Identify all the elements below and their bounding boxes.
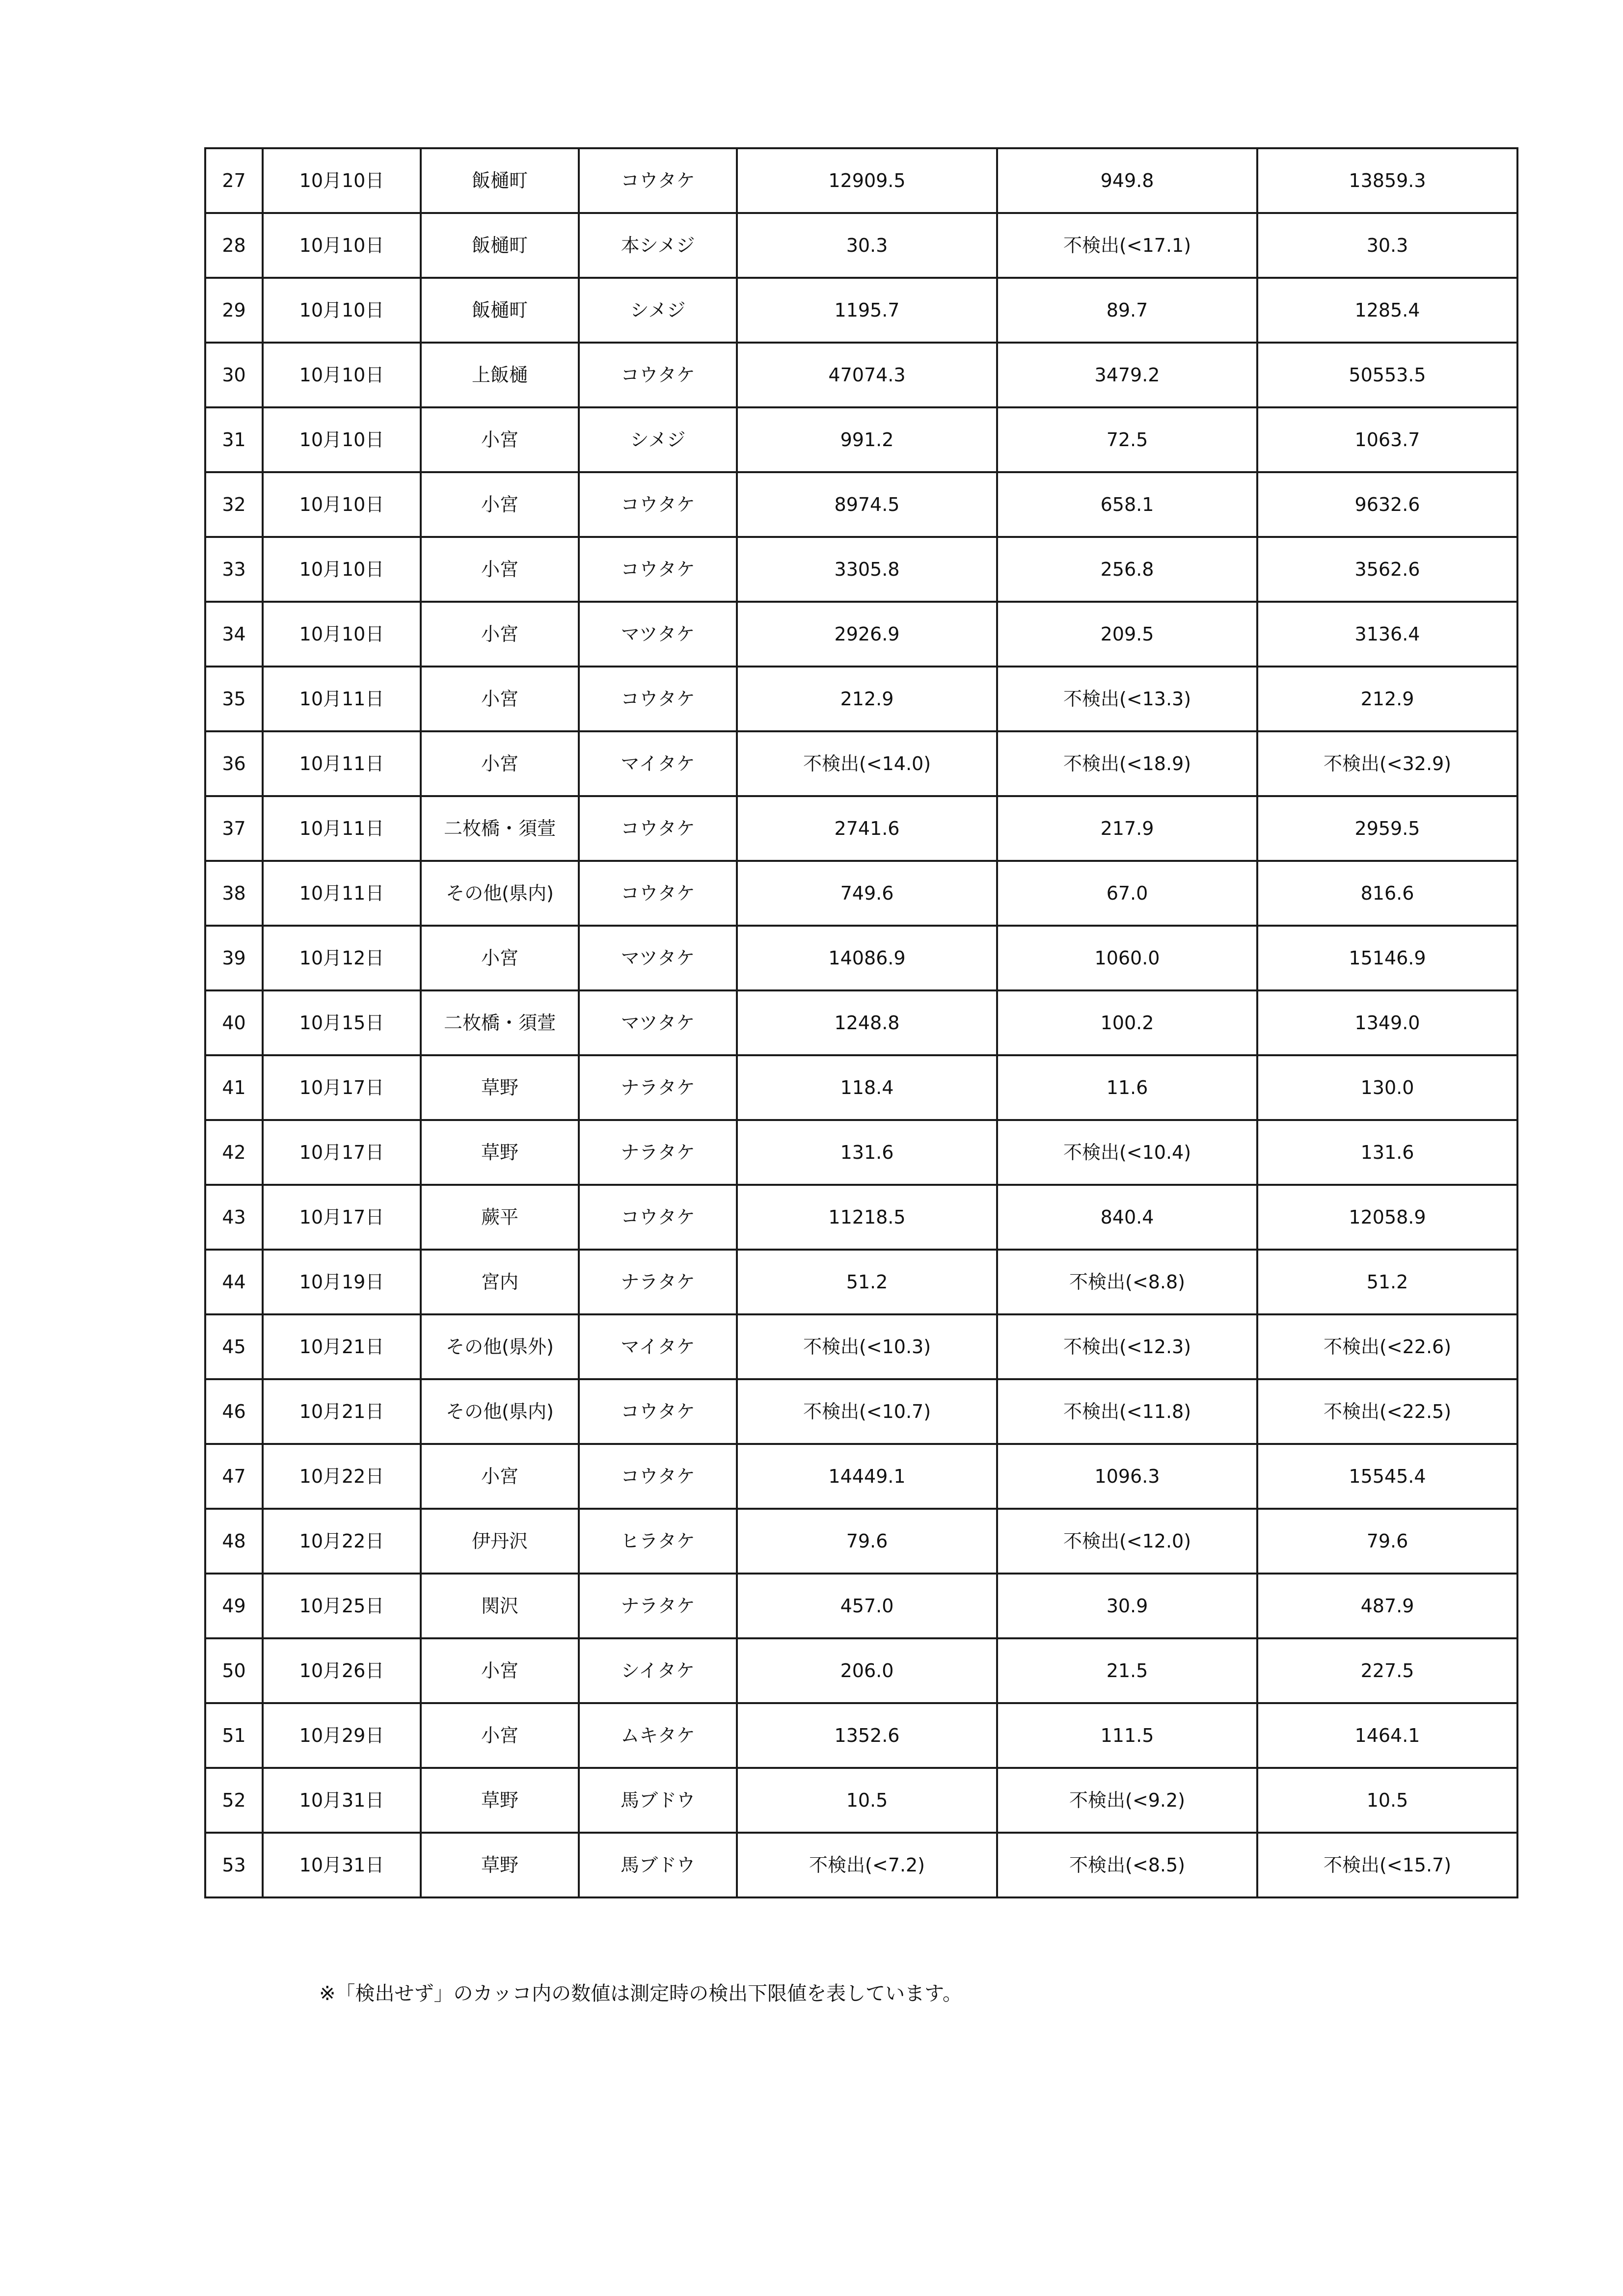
table-row: [205, 602, 1517, 667]
value-2-cell: 658.1: [997, 472, 1257, 537]
value-1-cell: 212.9: [737, 667, 997, 731]
value-2-cell: 不検出(<8.8): [997, 1250, 1257, 1314]
value-2-cell: 21.5: [997, 1638, 1257, 1703]
item-name-cell: ヒラタケ: [579, 1509, 737, 1574]
value-2-cell: 840.4: [997, 1185, 1257, 1250]
table-row: [205, 667, 1517, 731]
collection-place-cell: 草野: [421, 1768, 579, 1833]
row-number-cell: 29: [205, 278, 263, 343]
table-row: [205, 1379, 1517, 1444]
value-1-cell: 79.6: [737, 1509, 997, 1574]
value-1-cell: 10.5: [737, 1768, 997, 1833]
sample-date-cell: 10月10日: [263, 148, 421, 213]
table-row: [205, 1314, 1517, 1379]
table-row: [205, 213, 1517, 278]
table-row: [205, 1444, 1517, 1509]
item-name-cell: マイタケ: [579, 1314, 737, 1379]
table-row: [205, 1185, 1517, 1250]
sample-date-cell: 10月17日: [263, 1185, 421, 1250]
sample-date-cell: 10月10日: [263, 213, 421, 278]
table-row: [205, 990, 1517, 1055]
value-1-cell: 1352.6: [737, 1703, 997, 1768]
sample-date-cell: 10月11日: [263, 796, 421, 861]
value-2-cell: 89.7: [997, 278, 1257, 343]
sample-date-cell: 10月11日: [263, 731, 421, 796]
item-name-cell: コウタケ: [579, 861, 737, 926]
sample-date-cell: 10月10日: [263, 278, 421, 343]
item-name-cell: コウタケ: [579, 667, 737, 731]
value-1-cell: 457.0: [737, 1574, 997, 1638]
collection-place-cell: 小宮: [421, 537, 579, 602]
value-2-cell: 不検出(<18.9): [997, 731, 1257, 796]
value-2-cell: 100.2: [997, 990, 1257, 1055]
value-2-cell: 1096.3: [997, 1444, 1257, 1509]
table-row: [205, 407, 1517, 472]
collection-place-cell: 関沢: [421, 1574, 579, 1638]
row-number-cell: 51: [205, 1703, 263, 1768]
sample-date-cell: 10月31日: [263, 1833, 421, 1897]
value-3-cell: 不検出(<22.5): [1257, 1379, 1517, 1444]
value-3-cell: 1285.4: [1257, 278, 1517, 343]
footnote: ※「検出せず」のカッコ内の数値は測定時の検出下限値を表しています。: [319, 1982, 962, 2005]
row-number-cell: 45: [205, 1314, 263, 1379]
sample-date-cell: 10月11日: [263, 861, 421, 926]
row-number-cell: 28: [205, 213, 263, 278]
collection-place-cell: 伊丹沢: [421, 1509, 579, 1574]
value-3-cell: 131.6: [1257, 1120, 1517, 1185]
row-number-cell: 44: [205, 1250, 263, 1314]
item-name-cell: マイタケ: [579, 731, 737, 796]
collection-place-cell: 草野: [421, 1833, 579, 1897]
value-1-cell: 131.6: [737, 1120, 997, 1185]
value-3-cell: 3136.4: [1257, 602, 1517, 667]
item-name-cell: コウタケ: [579, 1185, 737, 1250]
sample-date-cell: 10月19日: [263, 1250, 421, 1314]
item-name-cell: コウタケ: [579, 1444, 737, 1509]
collection-place-cell: その他(県外): [421, 1314, 579, 1379]
value-2-cell: 30.9: [997, 1574, 1257, 1638]
row-number-cell: 48: [205, 1509, 263, 1574]
value-3-cell: 50553.5: [1257, 343, 1517, 407]
item-name-cell: ナラタケ: [579, 1055, 737, 1120]
row-number-cell: 49: [205, 1574, 263, 1638]
collection-place-cell: その他(県内): [421, 861, 579, 926]
collection-place-cell: 二枚橋・須萱: [421, 796, 579, 861]
sample-date-cell: 10月22日: [263, 1444, 421, 1509]
value-2-cell: 72.5: [997, 407, 1257, 472]
table-row: [205, 1638, 1517, 1703]
value-2-cell: 不検出(<12.0): [997, 1509, 1257, 1574]
value-1-cell: 3305.8: [737, 537, 997, 602]
item-name-cell: シメジ: [579, 407, 737, 472]
row-number-cell: 32: [205, 472, 263, 537]
value-2-cell: 11.6: [997, 1055, 1257, 1120]
value-3-cell: 51.2: [1257, 1250, 1517, 1314]
value-2-cell: 256.8: [997, 537, 1257, 602]
value-3-cell: 130.0: [1257, 1055, 1517, 1120]
value-3-cell: 487.9: [1257, 1574, 1517, 1638]
value-1-cell: 11218.5: [737, 1185, 997, 1250]
table-row: [205, 472, 1517, 537]
value-3-cell: 不検出(<15.7): [1257, 1833, 1517, 1897]
collection-place-cell: 小宮: [421, 602, 579, 667]
value-3-cell: 227.5: [1257, 1638, 1517, 1703]
row-number-cell: 36: [205, 731, 263, 796]
value-2-cell: 不検出(<8.5): [997, 1833, 1257, 1897]
item-name-cell: コウタケ: [579, 472, 737, 537]
value-1-cell: 1195.7: [737, 278, 997, 343]
table-row: [205, 148, 1517, 213]
value-1-cell: 51.2: [737, 1250, 997, 1314]
table-row: [205, 537, 1517, 602]
collection-place-cell: 蕨平: [421, 1185, 579, 1250]
collection-place-cell: 草野: [421, 1120, 579, 1185]
row-number-cell: 42: [205, 1120, 263, 1185]
row-number-cell: 33: [205, 537, 263, 602]
value-3-cell: 212.9: [1257, 667, 1517, 731]
row-number-cell: 35: [205, 667, 263, 731]
table-row: [205, 1250, 1517, 1314]
row-number-cell: 30: [205, 343, 263, 407]
table-row: [205, 926, 1517, 990]
row-number-cell: 53: [205, 1833, 263, 1897]
value-1-cell: 2926.9: [737, 602, 997, 667]
table-row: [205, 861, 1517, 926]
value-1-cell: 991.2: [737, 407, 997, 472]
table-body: [205, 148, 1517, 1897]
value-1-cell: 14449.1: [737, 1444, 997, 1509]
collection-place-cell: 小宮: [421, 1703, 579, 1768]
value-1-cell: 不検出(<14.0): [737, 731, 997, 796]
item-name-cell: コウタケ: [579, 148, 737, 213]
value-2-cell: 不検出(<17.1): [997, 213, 1257, 278]
item-name-cell: マツタケ: [579, 602, 737, 667]
collection-place-cell: 小宮: [421, 667, 579, 731]
value-1-cell: 不検出(<7.2): [737, 1833, 997, 1897]
row-number-cell: 52: [205, 1768, 263, 1833]
row-number-cell: 38: [205, 861, 263, 926]
collection-place-cell: その他(県内): [421, 1379, 579, 1444]
value-2-cell: 不検出(<11.8): [997, 1379, 1257, 1444]
value-1-cell: 47074.3: [737, 343, 997, 407]
value-3-cell: 1063.7: [1257, 407, 1517, 472]
sample-date-cell: 10月31日: [263, 1768, 421, 1833]
table-row: [205, 1703, 1517, 1768]
sample-date-cell: 10月10日: [263, 407, 421, 472]
row-number-cell: 37: [205, 796, 263, 861]
value-3-cell: 不検出(<32.9): [1257, 731, 1517, 796]
row-number-cell: 34: [205, 602, 263, 667]
item-name-cell: ナラタケ: [579, 1574, 737, 1638]
item-name-cell: シメジ: [579, 278, 737, 343]
value-3-cell: 不検出(<22.6): [1257, 1314, 1517, 1379]
value-3-cell: 13859.3: [1257, 148, 1517, 213]
row-number-cell: 31: [205, 407, 263, 472]
sample-date-cell: 10月29日: [263, 1703, 421, 1768]
sample-date-cell: 10月25日: [263, 1574, 421, 1638]
item-name-cell: コウタケ: [579, 1379, 737, 1444]
sample-date-cell: 10月17日: [263, 1055, 421, 1120]
item-name-cell: ナラタケ: [579, 1250, 737, 1314]
table-row: [205, 731, 1517, 796]
value-1-cell: 2741.6: [737, 796, 997, 861]
item-name-cell: コウタケ: [579, 537, 737, 602]
value-2-cell: 不検出(<13.3): [997, 667, 1257, 731]
value-2-cell: 不検出(<9.2): [997, 1768, 1257, 1833]
sample-date-cell: 10月22日: [263, 1509, 421, 1574]
table-row: [205, 1120, 1517, 1185]
value-1-cell: 206.0: [737, 1638, 997, 1703]
value-1-cell: 不検出(<10.7): [737, 1379, 997, 1444]
row-number-cell: 46: [205, 1379, 263, 1444]
value-1-cell: 749.6: [737, 861, 997, 926]
row-number-cell: 50: [205, 1638, 263, 1703]
collection-place-cell: 小宮: [421, 926, 579, 990]
measurement-table: [204, 147, 1518, 1898]
row-number-cell: 27: [205, 148, 263, 213]
sample-date-cell: 10月12日: [263, 926, 421, 990]
sample-date-cell: 10月21日: [263, 1314, 421, 1379]
row-number-cell: 39: [205, 926, 263, 990]
collection-place-cell: 小宮: [421, 1638, 579, 1703]
collection-place-cell: 小宮: [421, 407, 579, 472]
sample-date-cell: 10月10日: [263, 343, 421, 407]
value-2-cell: 67.0: [997, 861, 1257, 926]
value-3-cell: 15146.9: [1257, 926, 1517, 990]
sample-date-cell: 10月17日: [263, 1120, 421, 1185]
value-1-cell: 118.4: [737, 1055, 997, 1120]
value-1-cell: 14086.9: [737, 926, 997, 990]
value-2-cell: 1060.0: [997, 926, 1257, 990]
table-row: [205, 1833, 1517, 1897]
value-2-cell: 209.5: [997, 602, 1257, 667]
collection-place-cell: 小宮: [421, 472, 579, 537]
value-3-cell: 1464.1: [1257, 1703, 1517, 1768]
sample-date-cell: 10月10日: [263, 537, 421, 602]
value-3-cell: 816.6: [1257, 861, 1517, 926]
item-name-cell: シイタケ: [579, 1638, 737, 1703]
value-2-cell: 3479.2: [997, 343, 1257, 407]
sample-date-cell: 10月15日: [263, 990, 421, 1055]
table-row: [205, 278, 1517, 343]
table-row: [205, 1768, 1517, 1833]
table-row: [205, 343, 1517, 407]
value-3-cell: 3562.6: [1257, 537, 1517, 602]
sample-date-cell: 10月10日: [263, 472, 421, 537]
collection-place-cell: 飯樋町: [421, 278, 579, 343]
collection-place-cell: 宮内: [421, 1250, 579, 1314]
sample-date-cell: 10月10日: [263, 602, 421, 667]
value-3-cell: 2959.5: [1257, 796, 1517, 861]
value-1-cell: 不検出(<10.3): [737, 1314, 997, 1379]
value-3-cell: 30.3: [1257, 213, 1517, 278]
sample-date-cell: 10月26日: [263, 1638, 421, 1703]
item-name-cell: 馬ブドウ: [579, 1833, 737, 1897]
item-name-cell: 本シメジ: [579, 213, 737, 278]
item-name-cell: マツタケ: [579, 990, 737, 1055]
value-3-cell: 1349.0: [1257, 990, 1517, 1055]
collection-place-cell: 小宮: [421, 731, 579, 796]
value-2-cell: 111.5: [997, 1703, 1257, 1768]
row-number-cell: 47: [205, 1444, 263, 1509]
value-1-cell: 30.3: [737, 213, 997, 278]
value-3-cell: 15545.4: [1257, 1444, 1517, 1509]
table-row: [205, 796, 1517, 861]
item-name-cell: ムキタケ: [579, 1703, 737, 1768]
item-name-cell: コウタケ: [579, 796, 737, 861]
table-row: [205, 1509, 1517, 1574]
collection-place-cell: 小宮: [421, 1444, 579, 1509]
value-2-cell: 不検出(<12.3): [997, 1314, 1257, 1379]
value-3-cell: 9632.6: [1257, 472, 1517, 537]
value-3-cell: 10.5: [1257, 1768, 1517, 1833]
value-2-cell: 不検出(<10.4): [997, 1120, 1257, 1185]
collection-place-cell: 飯樋町: [421, 213, 579, 278]
value-3-cell: 12058.9: [1257, 1185, 1517, 1250]
value-3-cell: 79.6: [1257, 1509, 1517, 1574]
item-name-cell: ナラタケ: [579, 1120, 737, 1185]
value-2-cell: 217.9: [997, 796, 1257, 861]
table-row: [205, 1055, 1517, 1120]
value-1-cell: 1248.8: [737, 990, 997, 1055]
row-number-cell: 40: [205, 990, 263, 1055]
row-number-cell: 41: [205, 1055, 263, 1120]
item-name-cell: マツタケ: [579, 926, 737, 990]
value-2-cell: 949.8: [997, 148, 1257, 213]
sample-date-cell: 10月21日: [263, 1379, 421, 1444]
table-row: [205, 1574, 1517, 1638]
value-1-cell: 8974.5: [737, 472, 997, 537]
value-1-cell: 12909.5: [737, 148, 997, 213]
row-number-cell: 43: [205, 1185, 263, 1250]
collection-place-cell: 二枚橋・須萱: [421, 990, 579, 1055]
collection-place-cell: 上飯樋: [421, 343, 579, 407]
collection-place-cell: 草野: [421, 1055, 579, 1120]
collection-place-cell: 飯樋町: [421, 148, 579, 213]
item-name-cell: 馬ブドウ: [579, 1768, 737, 1833]
sample-date-cell: 10月11日: [263, 667, 421, 731]
item-name-cell: コウタケ: [579, 343, 737, 407]
